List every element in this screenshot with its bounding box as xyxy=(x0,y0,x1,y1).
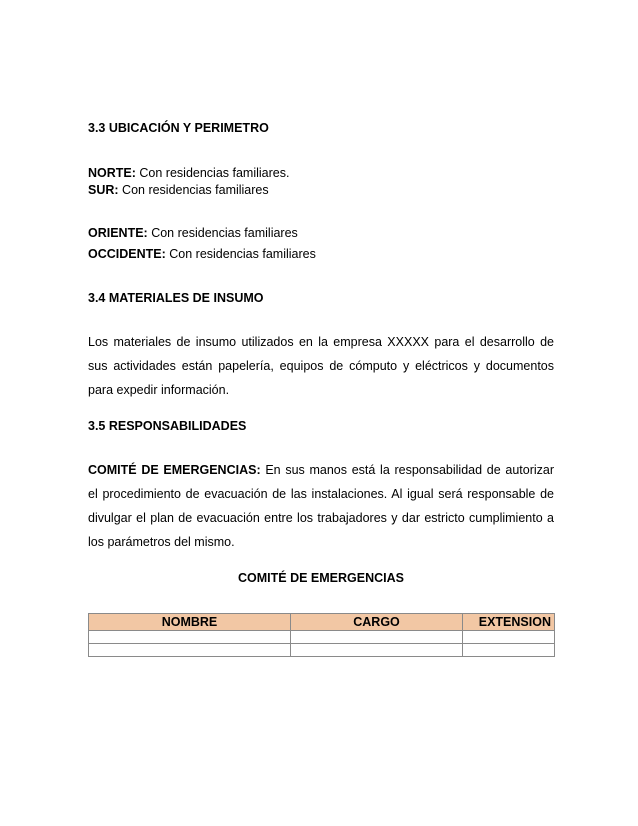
occidente-label: OCCIDENTE: xyxy=(88,247,166,261)
oriente-line xyxy=(88,226,298,240)
sur-value: Con residencias familiares xyxy=(118,183,269,197)
table-cell-cargo xyxy=(291,644,463,657)
table-cell-extension xyxy=(463,631,555,644)
committee-table xyxy=(88,613,555,657)
column-header-nombre: NOMBRE xyxy=(89,614,291,631)
committee-table-title: COMITÉ DE EMERGENCIAS xyxy=(238,571,404,585)
oriente-label: ORIENTE: xyxy=(88,226,148,240)
section-3-5-title: 3.5 RESPONSABILIDADES xyxy=(88,419,247,433)
section-3-3-title: 3.3 UBICACIÓN Y PERIMETRO xyxy=(88,121,269,135)
occidente-line xyxy=(88,247,316,261)
norte-line xyxy=(88,166,289,180)
table-cell-nombre xyxy=(89,631,291,644)
table-header-row xyxy=(89,614,555,631)
sur-line xyxy=(88,183,269,197)
oriente-value: Con residencias familiares xyxy=(147,226,298,240)
responsabilidades-paragraph xyxy=(88,458,554,554)
committee-label: COMITÉ DE EMERGENCIAS: xyxy=(88,463,261,477)
table-cell-nombre xyxy=(89,644,291,657)
column-header-cargo: CARGO xyxy=(291,614,463,631)
committee-text: En sus manos está la responsabilidad de autorizar el procedimiento de evacuación de las instalaciones. Al igual será responsable de divulgar el plan de evacuación entre los trabajadores y dar estricto cumplimiento a los parámetros del mismo. xyxy=(88,463,554,549)
occidente-value: Con residencias familiares xyxy=(165,247,316,261)
sur-label: SUR: xyxy=(88,183,119,197)
table-row xyxy=(89,631,555,644)
section-3-4-title: 3.4 MATERIALES DE INSUMO xyxy=(88,291,264,305)
materiales-paragraph: Los materiales de insumo utilizados en la empresa XXXXX para el desarrollo de sus actividades están papelería, equipos de cómputo y eléctricos y documentos para expedir información. xyxy=(88,335,554,397)
table-cell-cargo xyxy=(291,631,463,644)
norte-label: NORTE: xyxy=(88,166,136,180)
table-row xyxy=(89,644,555,657)
table-cell-extension xyxy=(463,644,555,657)
column-header-extension: EXTENSION xyxy=(463,614,555,631)
norte-value: Con residencias familiares. xyxy=(135,166,290,180)
